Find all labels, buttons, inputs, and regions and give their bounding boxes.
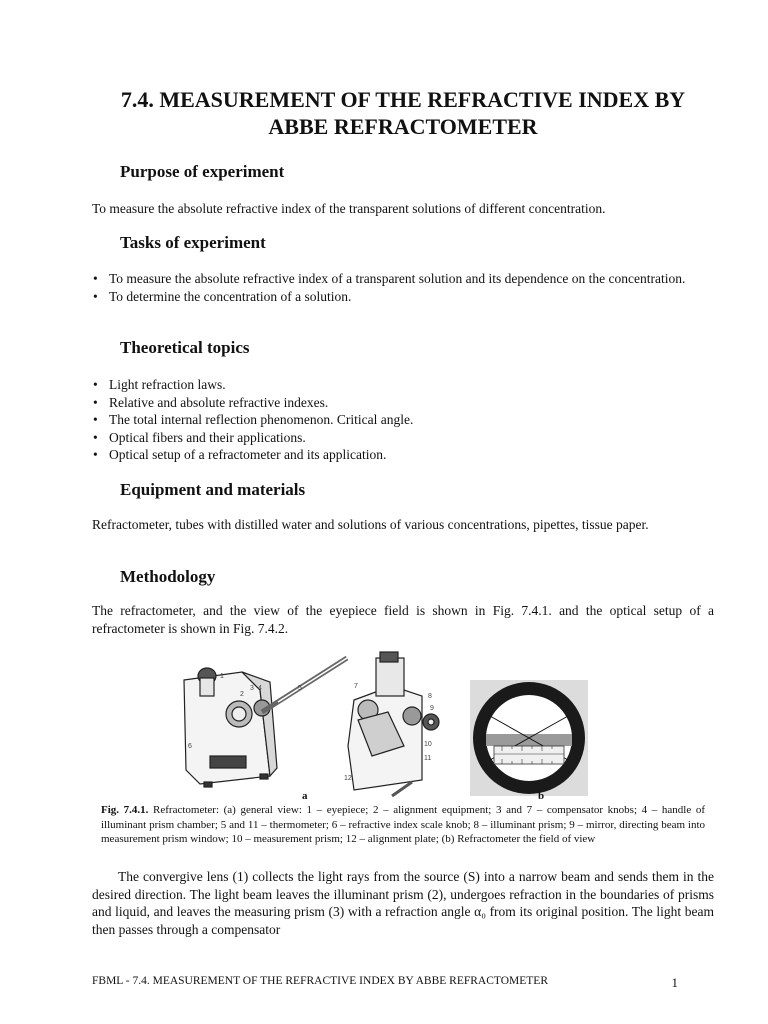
svg-text:5: 5: [298, 685, 302, 692]
svg-text:9: 9: [430, 705, 434, 712]
figure-label-a: a: [302, 790, 308, 802]
refractometer-side-view: [348, 652, 439, 796]
refractometer-general-view: [184, 658, 347, 787]
figure-7-4-1: [92, 650, 714, 800]
list-item: • Light refraction laws.: [92, 376, 714, 394]
theory-list: [92, 376, 714, 464]
heading-methodology: Methodology: [120, 567, 216, 586]
list-item: • To determine the concentration of a solution.: [92, 288, 714, 306]
svg-text:10: 10: [424, 741, 432, 748]
eyepiece-field-of-view: [470, 680, 588, 796]
svg-text:11: 11: [424, 755, 432, 762]
svg-text:4: 4: [258, 685, 262, 692]
svg-text:12: 12: [344, 775, 352, 782]
caption-text: Refractometer: (a) general view: 1 – eyepiece; 2 – alignment equipment; 3 and 7 – compensator knobs; 4 – handle of illuminant prism chamber; 5 and 11 – thermometer; 6 – refractive index scale knob; 8 – illuminant prism; 9 – mirror, directing beam into measurement prism window; 10 – measurement prism; 12 – alignment plate; (b) Refractometer the field of view: [101, 804, 706, 845]
footer-text: FBML - 7.4. MEASUREMENT OF THE REFRACTIVE INDEX BY ABBE REFRACTOMETER: [92, 975, 548, 987]
figure-caption: [101, 803, 705, 847]
svg-text:3: 3: [250, 685, 254, 692]
svg-text:2: 2: [240, 691, 244, 698]
purpose-text: To measure the absolute refractive index of the transparent solutions of different concentration.: [92, 201, 606, 216]
body-paragraph: The convergive lens (1) collects the light rays from the source (S) into a narrow beam and sends them in the desired direction. The light beam leaves the illuminant prism (2), undergoes refraction in the boundaries of prisms and liquid, and leaves the measuring prism (3) with a refraction angle α₀ from its original position. The light beam then passes through a compensator: [92, 869, 714, 937]
svg-text:7: 7: [354, 683, 358, 690]
equipment-text: Refractometer, tubes with distilled water and solutions of various concentrations, pipettes, tissue paper.: [92, 517, 649, 532]
list-item: • To measure the absolute refractive index of a transparent solution and its dependence on the concentration.: [92, 270, 714, 288]
heading-theory: Theoretical topics: [120, 338, 250, 357]
list-item: • Optical setup of a refractometer and its application.: [92, 446, 714, 464]
list-item: • Optical fibers and their applications.: [92, 429, 714, 447]
heading-purpose: Purpose of experiment: [120, 162, 285, 181]
heading-equipment: Equipment and materials: [120, 480, 306, 499]
methodology-text: The refractometer, and the view of the eyepiece field is shown in Fig. 7.4.1. and the optical setup of a refractometer is shown in Fig. 7.4.2.: [92, 603, 714, 636]
svg-text:8: 8: [428, 693, 432, 700]
figure-label-b: b: [538, 790, 545, 802]
page-footer: [92, 975, 714, 990]
caption-label: Fig. 7.4.1.: [101, 804, 149, 816]
svg-text:1: 1: [220, 673, 224, 680]
refractometer-illustration: [92, 650, 714, 800]
list-item: • Relative and absolute refractive indexes.: [92, 394, 714, 412]
heading-tasks: Tasks of experiment: [120, 233, 266, 252]
tasks-list: [92, 270, 714, 305]
list-item: • The total internal reflection phenomenon. Critical angle.: [92, 411, 714, 429]
page-number: 1: [671, 975, 678, 990]
page-title: 7.4. MEASUREMENT OF THE REFRACTIVE INDEX BY ABBE REFRACTOMETER: [120, 87, 686, 139]
svg-text:6: 6: [188, 743, 192, 750]
